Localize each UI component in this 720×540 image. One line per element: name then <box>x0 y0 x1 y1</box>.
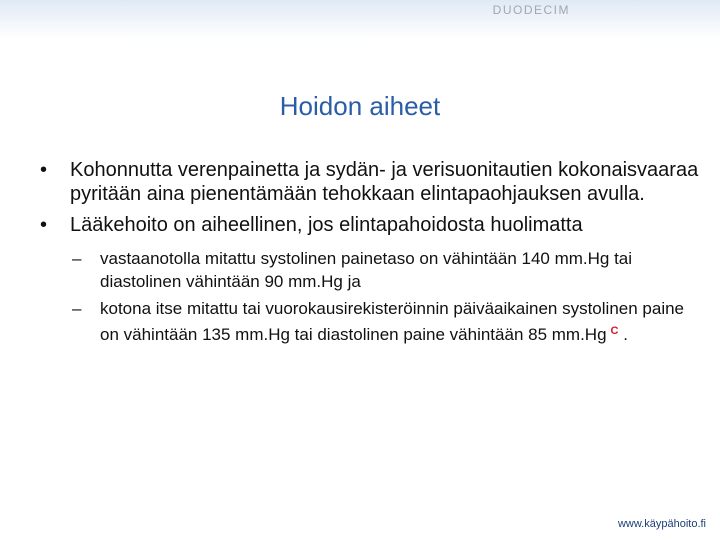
dash-icon: – <box>72 299 82 318</box>
bullet-icon: • <box>40 214 48 236</box>
sub-bullet-list <box>40 247 700 346</box>
sub-bullet-suffix: . <box>623 325 628 344</box>
evidence-grade-badge: C <box>610 325 619 337</box>
bullet-text: Kohonnutta verenpainetta ja sydän- ja verisuonitautien kokonaisvaaraa pyritään aina pienentämään tehokkaan elintapaohjauksen avulla. <box>70 159 699 205</box>
bullet-item <box>40 158 700 206</box>
slide-title: Hoidon aiheet <box>279 91 441 121</box>
sub-bullet-text: kotona itse mitattu tai vuorokausirekisteröinnin päiväaikainen systolinen paine on vähintään 135 mm.Hg tai diastolinen paine vähintään 85 mm.Hg <box>100 299 685 344</box>
kaypahoito-link[interactable]: www.käypähoito.fi <box>617 518 706 530</box>
bullet-icon: • <box>40 159 48 181</box>
sub-bullet-item <box>40 247 700 293</box>
dash-icon: – <box>72 249 82 268</box>
slide-content <box>40 158 700 350</box>
header-band <box>0 0 720 40</box>
duodecim-logo: DUODECIM <box>492 3 570 17</box>
sub-bullet-text: vastaanotolla mitattu systolinen painetaso on vähintään 140 mm.Hg tai diastolinen vähintään 90 mm.Hg ja <box>100 249 633 291</box>
sub-bullet-item <box>40 297 700 346</box>
bullet-item <box>40 213 700 237</box>
bullet-text: Lääkehoito on aiheellinen, jos elintapahoidosta huolimatta <box>70 214 583 236</box>
